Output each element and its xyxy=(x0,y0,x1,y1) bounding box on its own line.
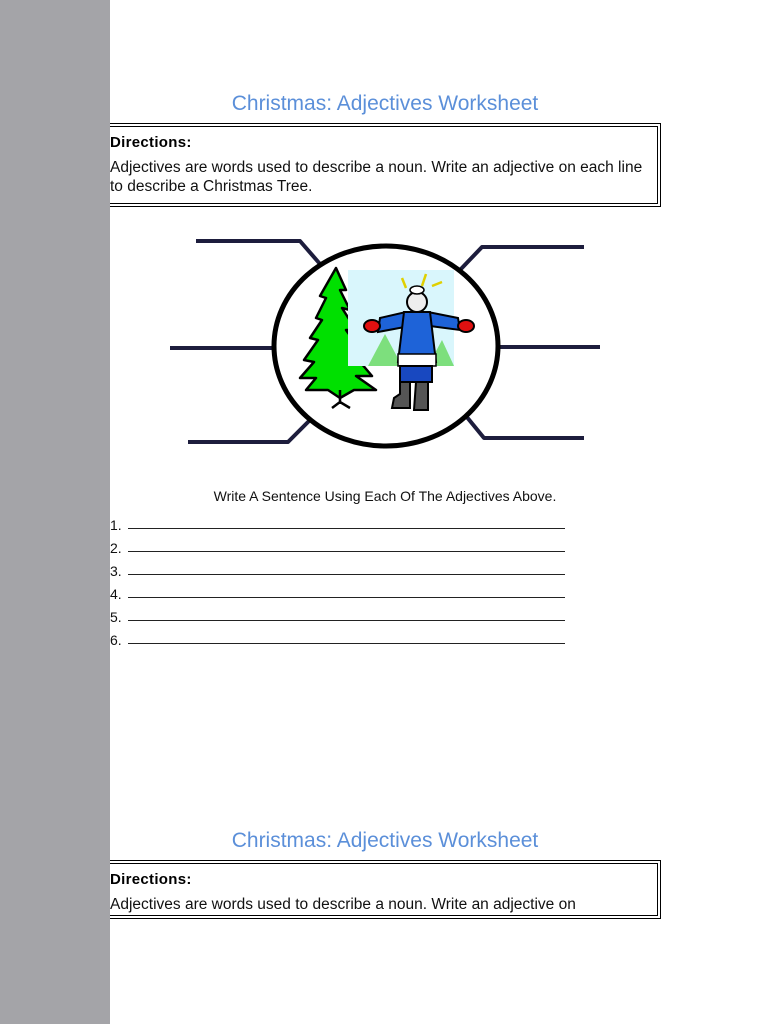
line-number: 1. xyxy=(110,517,122,533)
writing-blank[interactable] xyxy=(128,550,565,552)
adjective-line-bottom-left xyxy=(188,420,310,442)
document-page[interactable] xyxy=(110,0,768,1024)
line-number: 5. xyxy=(110,609,122,625)
sentence-prompt: Write A Sentence Using Each Of The Adjectives Above. xyxy=(213,488,557,504)
sentence-line-1[interactable] xyxy=(110,510,565,533)
worksheet-title: Christmas: Adjectives Worksheet xyxy=(231,92,539,115)
sentence-line-6[interactable] xyxy=(110,625,565,648)
writing-blank[interactable] xyxy=(128,619,565,621)
line-number: 3. xyxy=(110,563,122,579)
adjective-line-top-left xyxy=(196,241,320,264)
directions-text-repeat: Adjectives are words used to describe a noun. Write an adjective on xyxy=(110,896,576,913)
line-number: 6. xyxy=(110,632,122,648)
sentence-lines xyxy=(110,510,565,648)
writing-blank[interactable] xyxy=(128,527,565,529)
line-number: 4. xyxy=(110,586,122,602)
directions-heading: Directions: xyxy=(110,134,192,151)
sentence-line-3[interactable] xyxy=(110,556,565,579)
worksheet-title-repeat: Christmas: Adjectives Worksheet xyxy=(231,829,539,852)
directions-box-repeat xyxy=(110,863,658,916)
adjective-web-diagram xyxy=(110,222,610,458)
directions-box xyxy=(110,126,658,204)
adjective-line-top-right xyxy=(460,247,584,270)
sentence-line-4[interactable] xyxy=(110,579,565,602)
writing-blank[interactable] xyxy=(128,596,565,598)
directions-heading-repeat: Directions: xyxy=(110,871,192,888)
sentence-line-2[interactable] xyxy=(110,533,565,556)
sentence-line-5[interactable] xyxy=(110,602,565,625)
writing-blank[interactable] xyxy=(128,642,565,644)
adjective-line-bottom-right xyxy=(466,416,584,438)
directions-text: Adjectives are words used to describe a noun. Write an adjective on each line to describe a Christmas Tree. xyxy=(110,159,643,195)
writing-blank[interactable] xyxy=(128,573,565,575)
viewer-side-gutter xyxy=(0,0,110,1024)
line-number: 2. xyxy=(110,540,122,556)
